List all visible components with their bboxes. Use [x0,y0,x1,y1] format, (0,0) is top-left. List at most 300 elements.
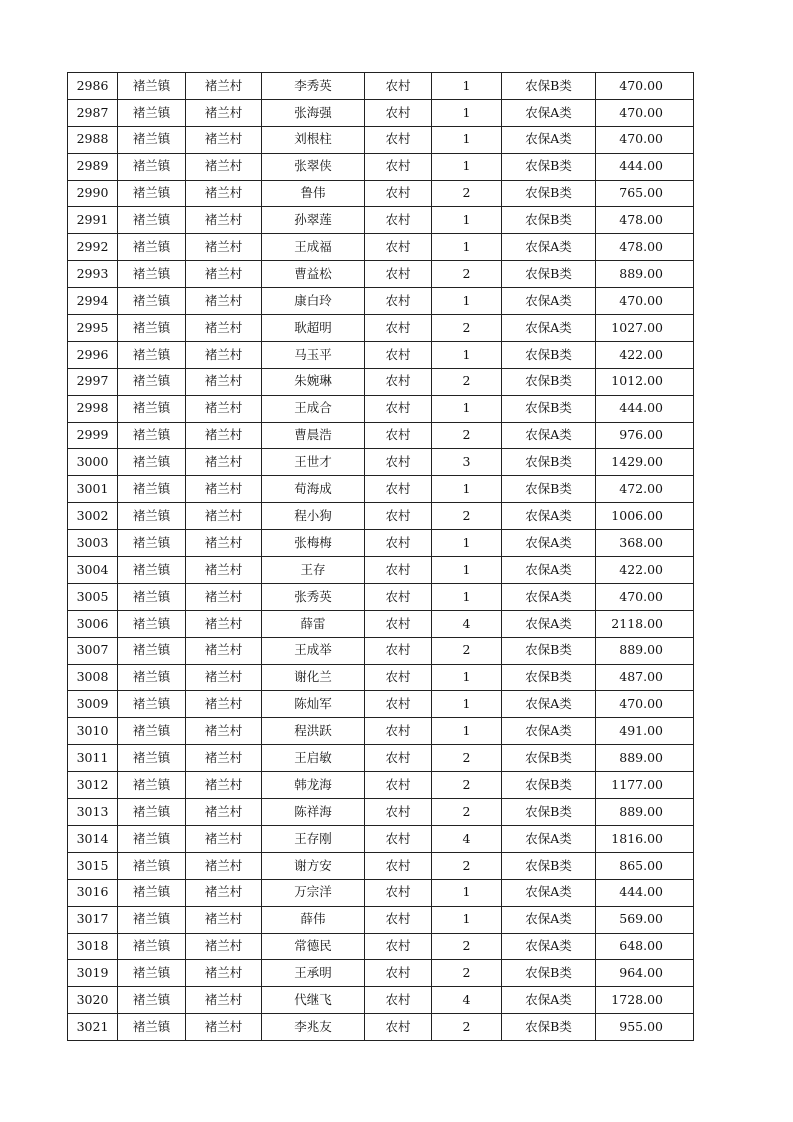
household-type-cell: 农村 [365,879,432,906]
member-count-cell: 4 [432,610,502,637]
table-row [68,879,694,906]
village-cell: 褚兰村 [186,99,262,126]
insurance-category-cell: 农保B类 [502,180,596,207]
household-type-cell: 农村 [365,476,432,503]
table-row [68,261,694,288]
serial-number-cell: 3002 [68,503,118,530]
amount-cell: 1012.00 [596,368,694,395]
town-cell: 褚兰镇 [118,126,186,153]
household-type-cell: 农村 [365,288,432,315]
table-row [68,99,694,126]
insurance-category-cell: 农保B类 [502,207,596,234]
village-cell: 褚兰村 [186,73,262,100]
person-name-cell: 陈祥海 [262,799,365,826]
amount-cell: 470.00 [596,288,694,315]
household-type-cell: 农村 [365,395,432,422]
insurance-category-cell: 农保B类 [502,395,596,422]
table-row [68,745,694,772]
household-type-cell: 农村 [365,207,432,234]
amount-cell: 444.00 [596,879,694,906]
serial-number-cell: 3014 [68,825,118,852]
person-name-cell: 王成福 [262,234,365,261]
table-row [68,73,694,100]
village-cell: 褚兰村 [186,583,262,610]
town-cell: 褚兰镇 [118,153,186,180]
member-count-cell: 1 [432,664,502,691]
insurance-category-cell: 农保A类 [502,691,596,718]
household-type-cell: 农村 [365,745,432,772]
village-cell: 褚兰村 [186,557,262,584]
person-name-cell: 谢化兰 [262,664,365,691]
member-count-cell: 2 [432,637,502,664]
amount-cell: 491.00 [596,718,694,745]
village-cell: 褚兰村 [186,933,262,960]
serial-number-cell: 2987 [68,99,118,126]
village-cell: 褚兰村 [186,207,262,234]
table-row [68,315,694,342]
serial-number-cell: 2999 [68,422,118,449]
insurance-category-cell: 农保A类 [502,234,596,261]
amount-cell: 1177.00 [596,772,694,799]
table-row [68,610,694,637]
person-name-cell: 薛雷 [262,610,365,637]
insurance-category-cell: 农保B类 [502,960,596,987]
serial-number-cell: 3005 [68,583,118,610]
table-row [68,825,694,852]
insurance-category-cell: 农保B类 [502,637,596,664]
person-name-cell: 谢方安 [262,852,365,879]
person-name-cell: 常德民 [262,933,365,960]
serial-number-cell: 3013 [68,799,118,826]
amount-cell: 422.00 [596,557,694,584]
person-name-cell: 张翠侠 [262,153,365,180]
serial-number-cell: 2988 [68,126,118,153]
insurance-category-cell: 农保A类 [502,99,596,126]
table-row [68,476,694,503]
insurance-category-cell: 农保A类 [502,718,596,745]
amount-cell: 470.00 [596,583,694,610]
member-count-cell: 4 [432,987,502,1014]
insurance-category-cell: 农保A类 [502,288,596,315]
town-cell: 褚兰镇 [118,234,186,261]
person-name-cell: 刘根柱 [262,126,365,153]
member-count-cell: 1 [432,557,502,584]
member-count-cell: 1 [432,99,502,126]
insurance-category-cell: 农保A类 [502,879,596,906]
insurance-category-cell: 农保B类 [502,476,596,503]
town-cell: 褚兰镇 [118,180,186,207]
village-cell: 褚兰村 [186,772,262,799]
table-row [68,180,694,207]
table-body [68,73,694,1041]
member-count-cell: 1 [432,691,502,718]
amount-cell: 470.00 [596,126,694,153]
insurance-category-cell: 农保B类 [502,1014,596,1041]
member-count-cell: 1 [432,207,502,234]
town-cell: 褚兰镇 [118,933,186,960]
table-row [68,799,694,826]
village-cell: 褚兰村 [186,341,262,368]
person-name-cell: 张梅梅 [262,530,365,557]
household-type-cell: 农村 [365,153,432,180]
insurance-category-cell: 农保A类 [502,557,596,584]
amount-cell: 889.00 [596,745,694,772]
amount-cell: 470.00 [596,691,694,718]
serial-number-cell: 3012 [68,772,118,799]
village-cell: 褚兰村 [186,530,262,557]
village-cell: 褚兰村 [186,960,262,987]
village-cell: 褚兰村 [186,745,262,772]
household-type-cell: 农村 [365,126,432,153]
amount-cell: 1027.00 [596,315,694,342]
serial-number-cell: 3020 [68,987,118,1014]
town-cell: 褚兰镇 [118,557,186,584]
village-cell: 褚兰村 [186,261,262,288]
household-type-cell: 农村 [365,368,432,395]
insurance-category-cell: 农保A类 [502,315,596,342]
town-cell: 褚兰镇 [118,315,186,342]
village-cell: 褚兰村 [186,503,262,530]
table-row [68,557,694,584]
amount-cell: 964.00 [596,960,694,987]
village-cell: 褚兰村 [186,718,262,745]
amount-cell: 472.00 [596,476,694,503]
town-cell: 褚兰镇 [118,422,186,449]
table-row [68,906,694,933]
serial-number-cell: 3019 [68,960,118,987]
insurance-category-cell: 农保A类 [502,906,596,933]
amount-cell: 889.00 [596,799,694,826]
village-cell: 褚兰村 [186,422,262,449]
household-type-cell: 农村 [365,664,432,691]
table-row [68,530,694,557]
village-cell: 褚兰村 [186,852,262,879]
town-cell: 褚兰镇 [118,207,186,234]
village-cell: 褚兰村 [186,234,262,261]
serial-number-cell: 3007 [68,637,118,664]
person-name-cell: 王成合 [262,395,365,422]
household-type-cell: 农村 [365,557,432,584]
town-cell: 褚兰镇 [118,288,186,315]
serial-number-cell: 3003 [68,530,118,557]
household-type-cell: 农村 [365,530,432,557]
member-count-cell: 2 [432,960,502,987]
person-name-cell: 王存刚 [262,825,365,852]
serial-number-cell: 2993 [68,261,118,288]
serial-number-cell: 3000 [68,449,118,476]
table-row [68,772,694,799]
amount-cell: 1728.00 [596,987,694,1014]
member-count-cell: 2 [432,799,502,826]
person-name-cell: 王启敏 [262,745,365,772]
household-type-cell: 农村 [365,583,432,610]
household-type-cell: 农村 [365,637,432,664]
serial-number-cell: 2991 [68,207,118,234]
table-row [68,960,694,987]
village-cell: 褚兰村 [186,637,262,664]
insurance-category-cell: 农保A类 [502,987,596,1014]
serial-number-cell: 3015 [68,852,118,879]
table-row [68,207,694,234]
household-type-cell: 农村 [365,960,432,987]
member-count-cell: 1 [432,583,502,610]
person-name-cell: 朱婉琳 [262,368,365,395]
household-type-cell: 农村 [365,772,432,799]
member-count-cell: 1 [432,906,502,933]
town-cell: 褚兰镇 [118,852,186,879]
member-count-cell: 2 [432,503,502,530]
household-type-cell: 农村 [365,261,432,288]
amount-cell: 1816.00 [596,825,694,852]
person-name-cell: 王承明 [262,960,365,987]
serial-number-cell: 3016 [68,879,118,906]
town-cell: 褚兰镇 [118,879,186,906]
table-row [68,664,694,691]
amount-cell: 444.00 [596,395,694,422]
amount-cell: 955.00 [596,1014,694,1041]
person-name-cell: 张海强 [262,99,365,126]
insurance-category-cell: 农保A类 [502,422,596,449]
table-row [68,987,694,1014]
town-cell: 褚兰镇 [118,503,186,530]
household-type-cell: 农村 [365,825,432,852]
person-name-cell: 孙翠莲 [262,207,365,234]
serial-number-cell: 2994 [68,288,118,315]
household-type-cell: 农村 [365,73,432,100]
serial-number-cell: 3008 [68,664,118,691]
household-type-cell: 农村 [365,987,432,1014]
amount-cell: 422.00 [596,341,694,368]
serial-number-cell: 3009 [68,691,118,718]
person-name-cell: 代继飞 [262,987,365,1014]
serial-number-cell: 3001 [68,476,118,503]
serial-number-cell: 3004 [68,557,118,584]
household-type-cell: 农村 [365,1014,432,1041]
table-row [68,288,694,315]
household-type-cell: 农村 [365,315,432,342]
amount-cell: 487.00 [596,664,694,691]
insurance-category-cell: 农保A类 [502,933,596,960]
household-type-cell: 农村 [365,422,432,449]
insurance-category-cell: 农保A类 [502,825,596,852]
town-cell: 褚兰镇 [118,772,186,799]
serial-number-cell: 3017 [68,906,118,933]
village-cell: 褚兰村 [186,395,262,422]
member-count-cell: 1 [432,126,502,153]
household-type-cell: 农村 [365,799,432,826]
amount-cell: 1429.00 [596,449,694,476]
person-name-cell: 鲁伟 [262,180,365,207]
member-count-cell: 2 [432,852,502,879]
amount-cell: 889.00 [596,261,694,288]
person-name-cell: 曹晨浩 [262,422,365,449]
village-cell: 褚兰村 [186,664,262,691]
table-row [68,126,694,153]
serial-number-cell: 2997 [68,368,118,395]
member-count-cell: 1 [432,395,502,422]
member-count-cell: 1 [432,73,502,100]
insurance-category-cell: 农保B类 [502,664,596,691]
serial-number-cell: 2998 [68,395,118,422]
amount-cell: 648.00 [596,933,694,960]
town-cell: 褚兰镇 [118,691,186,718]
amount-cell: 865.00 [596,852,694,879]
household-type-cell: 农村 [365,933,432,960]
member-count-cell: 4 [432,825,502,852]
insurance-category-cell: 农保A类 [502,583,596,610]
insurance-category-cell: 农保B类 [502,772,596,799]
town-cell: 褚兰镇 [118,745,186,772]
town-cell: 褚兰镇 [118,261,186,288]
person-name-cell: 荀海成 [262,476,365,503]
town-cell: 褚兰镇 [118,718,186,745]
table-row [68,718,694,745]
town-cell: 褚兰镇 [118,583,186,610]
person-name-cell: 程洪跃 [262,718,365,745]
person-name-cell: 张秀英 [262,583,365,610]
member-count-cell: 1 [432,153,502,180]
serial-number-cell: 2990 [68,180,118,207]
member-count-cell: 2 [432,745,502,772]
household-type-cell: 农村 [365,234,432,261]
town-cell: 褚兰镇 [118,476,186,503]
insurance-category-cell: 农保A类 [502,503,596,530]
village-cell: 褚兰村 [186,906,262,933]
village-cell: 褚兰村 [186,180,262,207]
table-row [68,1014,694,1041]
member-count-cell: 2 [432,368,502,395]
town-cell: 褚兰镇 [118,449,186,476]
insurance-category-cell: 农保B类 [502,799,596,826]
serial-number-cell: 3011 [68,745,118,772]
member-count-cell: 1 [432,234,502,261]
insurance-category-cell: 农保B类 [502,153,596,180]
village-cell: 褚兰村 [186,368,262,395]
amount-cell: 889.00 [596,637,694,664]
table-row [68,852,694,879]
serial-number-cell: 2989 [68,153,118,180]
table-row [68,449,694,476]
table-row [68,368,694,395]
town-cell: 褚兰镇 [118,664,186,691]
town-cell: 褚兰镇 [118,73,186,100]
village-cell: 褚兰村 [186,449,262,476]
table-row [68,234,694,261]
member-count-cell: 1 [432,341,502,368]
household-type-cell: 农村 [365,852,432,879]
table-row [68,422,694,449]
member-count-cell: 2 [432,1014,502,1041]
person-name-cell: 韩龙海 [262,772,365,799]
town-cell: 褚兰镇 [118,825,186,852]
village-cell: 褚兰村 [186,153,262,180]
insurance-category-cell: 农保B类 [502,73,596,100]
person-name-cell: 王存 [262,557,365,584]
table-row [68,583,694,610]
town-cell: 褚兰镇 [118,960,186,987]
member-count-cell: 3 [432,449,502,476]
amount-cell: 478.00 [596,234,694,261]
serial-number-cell: 2992 [68,234,118,261]
household-type-cell: 农村 [365,341,432,368]
village-cell: 褚兰村 [186,315,262,342]
household-type-cell: 农村 [365,99,432,126]
person-name-cell: 万宗洋 [262,879,365,906]
town-cell: 褚兰镇 [118,906,186,933]
person-name-cell: 耿超明 [262,315,365,342]
table-row [68,637,694,664]
village-cell: 褚兰村 [186,288,262,315]
serial-number-cell: 3018 [68,933,118,960]
insurance-category-cell: 农保A类 [502,530,596,557]
household-type-cell: 农村 [365,449,432,476]
village-cell: 褚兰村 [186,126,262,153]
household-type-cell: 农村 [365,718,432,745]
insurance-category-cell: 农保B类 [502,261,596,288]
table-row [68,933,694,960]
table-row [68,691,694,718]
person-name-cell: 王成举 [262,637,365,664]
town-cell: 褚兰镇 [118,799,186,826]
person-name-cell: 薛伟 [262,906,365,933]
person-name-cell: 李秀英 [262,73,365,100]
town-cell: 褚兰镇 [118,1014,186,1041]
amount-cell: 368.00 [596,530,694,557]
amount-cell: 765.00 [596,180,694,207]
table-row [68,341,694,368]
insurance-category-cell: 农保B类 [502,852,596,879]
village-cell: 褚兰村 [186,879,262,906]
insurance-category-cell: 农保B类 [502,368,596,395]
member-count-cell: 2 [432,933,502,960]
person-name-cell: 陈灿军 [262,691,365,718]
insurance-category-cell: 农保A类 [502,610,596,637]
household-type-cell: 农村 [365,180,432,207]
member-count-cell: 2 [432,422,502,449]
serial-number-cell: 2996 [68,341,118,368]
insurance-category-cell: 农保B类 [502,745,596,772]
village-cell: 褚兰村 [186,476,262,503]
village-cell: 褚兰村 [186,825,262,852]
member-count-cell: 1 [432,288,502,315]
household-type-cell: 农村 [365,610,432,637]
person-name-cell: 曹益松 [262,261,365,288]
table-row [68,153,694,180]
member-count-cell: 1 [432,718,502,745]
amount-cell: 470.00 [596,99,694,126]
person-name-cell: 康白玲 [262,288,365,315]
town-cell: 褚兰镇 [118,368,186,395]
insurance-category-cell: 农保B类 [502,341,596,368]
serial-number-cell: 2986 [68,73,118,100]
person-name-cell: 程小狗 [262,503,365,530]
town-cell: 褚兰镇 [118,987,186,1014]
serial-number-cell: 2995 [68,315,118,342]
member-count-cell: 2 [432,180,502,207]
insurance-category-cell: 农保B类 [502,449,596,476]
village-cell: 褚兰村 [186,610,262,637]
amount-cell: 2118.00 [596,610,694,637]
household-type-cell: 农村 [365,691,432,718]
person-name-cell: 李兆友 [262,1014,365,1041]
household-type-cell: 农村 [365,906,432,933]
town-cell: 褚兰镇 [118,610,186,637]
amount-cell: 569.00 [596,906,694,933]
insurance-category-cell: 农保A类 [502,126,596,153]
town-cell: 褚兰镇 [118,395,186,422]
amount-cell: 478.00 [596,207,694,234]
member-count-cell: 1 [432,476,502,503]
